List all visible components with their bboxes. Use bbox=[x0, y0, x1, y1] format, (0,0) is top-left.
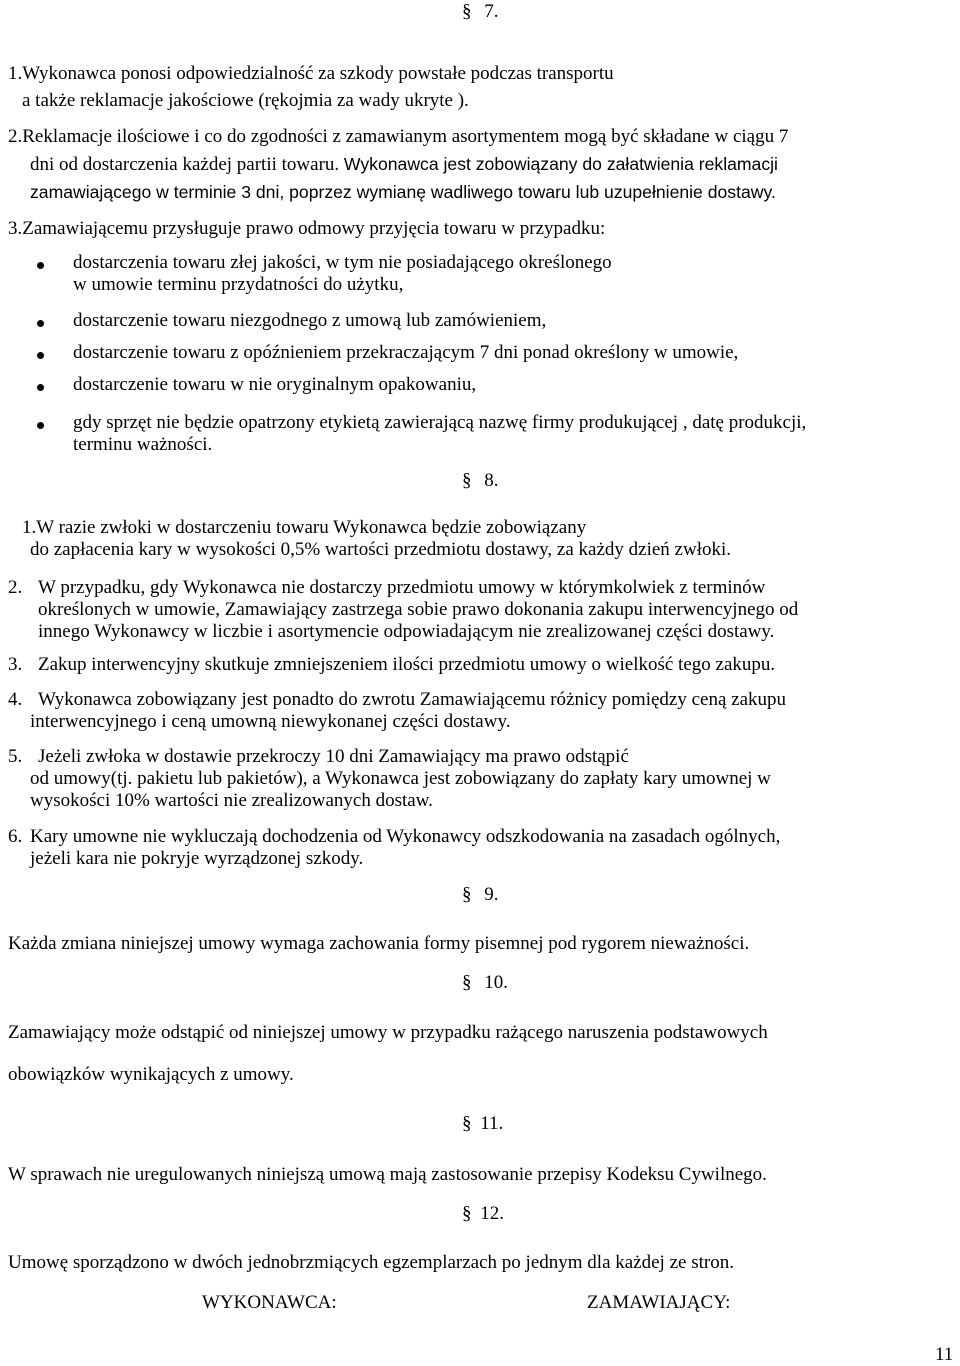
paragraph-9: Każda zmiana niniejszej umowy wymaga zachowania formy pisemnej pod rygorem nieważności. bbox=[8, 933, 750, 954]
paragraph-8-5-line-1: Jeżeli zwłoka w dostawie przekroczy 10 dni Zamawiający ma prawo odstąpić bbox=[38, 746, 629, 767]
paragraph-10-line-1: Zamawiający może odstąpić od niniejszej umowy w przypadku rażącego naruszenia podstawowych bbox=[8, 1022, 768, 1043]
paragraph-8-4-number: 4. bbox=[8, 689, 23, 710]
bullet-icon bbox=[37, 320, 44, 327]
section-sign: § bbox=[462, 1, 472, 22]
paragraph-7-2-line-2 bbox=[30, 153, 778, 176]
bullet-icon bbox=[37, 262, 44, 269]
list-item-3: dostarczenie towaru z opóźnieniem przekraczającym 7 dni ponad określony w umowie, bbox=[73, 342, 739, 363]
paragraph-7-2-line-3: zamawiającego w terminie 3 dni, poprzez wymianę wadliwego towaru lub uzupełnienie dostawy. bbox=[30, 182, 776, 202]
section-sign: § bbox=[462, 884, 472, 905]
bullet-icon bbox=[37, 384, 44, 391]
paragraph-11: W sprawach nie uregulowanych niniejszą umową mają zastosowanie przepisy Kodeksu Cywilnego. bbox=[8, 1164, 767, 1185]
paragraph-8-2-line-2: określonych w umowie, Zamawiający zastrzega sobie prawo dokonania zakupu interwencyjnego od bbox=[38, 599, 799, 620]
paragraph-8-6-line-1: Kary umowne nie wykluczają dochodzenia od Wykonawcy odszkodowania na zasadach ogólnych, bbox=[30, 826, 781, 847]
list-item-2: dostarczenie towaru niezgodnego z umową lub zamówieniem, bbox=[73, 310, 547, 331]
section-11-heading bbox=[462, 1113, 503, 1135]
section-number: 10. bbox=[484, 972, 508, 993]
section-sign: § bbox=[462, 972, 472, 993]
list-item-5-line-2: terminu ważności. bbox=[73, 434, 213, 455]
paragraph-7-2-line-2-serif: dni od dostarczenia każdej partii towaru. bbox=[30, 154, 340, 175]
section-number: 11. bbox=[480, 1113, 504, 1134]
section-sign: § bbox=[462, 1113, 472, 1134]
signature-label-client: ZAMAWIAJĄCY: bbox=[587, 1292, 731, 1313]
section-sign: § bbox=[462, 1203, 472, 1224]
bullet-icon bbox=[37, 352, 44, 359]
signature-label-contractor: WYKONAWCA: bbox=[202, 1292, 337, 1313]
section-9-heading bbox=[462, 884, 499, 906]
paragraph-7-3-lead: 3.Zamawiającemu przysługuje prawo odmowy przyjęcia towaru w przypadku: bbox=[8, 218, 606, 239]
paragraph-7-2-line-2-sans: Wykonawca jest zobowiązany do załatwienia reklamacji bbox=[343, 154, 778, 174]
paragraph-8-3-line-1: Zakup interwencyjny skutkuje zmniejszeniem ilości przedmiotu umowy o wielkość tego zakupu. bbox=[38, 654, 776, 675]
paragraph-8-2-line-1: W przypadku, gdy Wykonawca nie dostarczy przedmiotu umowy w którymkolwiek z terminów bbox=[38, 577, 766, 598]
paragraph-8-5-number: 5. bbox=[8, 746, 23, 767]
section-number: 9. bbox=[484, 884, 499, 905]
paragraph-8-5-line-3: wysokości 10% wartości nie zrealizowanych dostaw. bbox=[30, 790, 433, 811]
paragraph-8-5-line-2: od umowy(tj. pakietu lub pakietów), a Wykonawca jest zobowiązany do zapłaty kary umownej w bbox=[30, 768, 771, 789]
section-12-heading bbox=[462, 1203, 504, 1225]
paragraph-8-4-line-2: interwencyjnego i ceną umowną niewykonanej części dostawy. bbox=[30, 711, 511, 732]
paragraph-7-1-line-1: 1.Wykonawca ponosi odpowiedzialność za szkody powstałe podczas transportu bbox=[8, 63, 614, 84]
paragraph-8-3-number: 3. bbox=[8, 654, 23, 675]
list-item-1-line-1: dostarczenia towaru złej jakości, w tym nie posiadającego określonego bbox=[73, 252, 612, 273]
section-7-heading bbox=[462, 1, 499, 23]
section-8-heading bbox=[462, 470, 499, 492]
list-item-1-line-2: w umowie terminu przydatności do użytku, bbox=[73, 274, 404, 295]
paragraph-8-6-line-2: jeżeli kara nie pokryje wyrządzonej szkody. bbox=[30, 848, 364, 869]
section-number: 8. bbox=[484, 470, 499, 491]
paragraph-12: Umowę sporządzono w dwóch jednobrzmiących egzemplarzach po jednym dla każdej ze stron. bbox=[8, 1252, 734, 1273]
section-number: 7. bbox=[484, 1, 499, 22]
paragraph-8-1-line-2: do zapłacenia kary w wysokości 0,5% wartości przedmiotu dostawy, za każdy dzień zwłoki. bbox=[30, 539, 732, 560]
paragraph-8-2-line-3: innego Wykonawcy w liczbie i asortymencie odpowiadającym nie zrealizowanej części dostawy. bbox=[38, 621, 775, 642]
paragraph-10-line-2: obowiązków wynikających z umowy. bbox=[8, 1064, 294, 1085]
paragraph-8-6-number: 6. bbox=[8, 826, 23, 847]
paragraph-8-1-line-1: 1.W razie zwłoki w dostarczeniu towaru Wykonawca będzie zobowiązany bbox=[22, 517, 587, 538]
section-number: 12. bbox=[480, 1203, 504, 1224]
section-sign: § bbox=[462, 470, 472, 491]
list-item-4: dostarczenie towaru w nie oryginalnym opakowaniu, bbox=[73, 374, 477, 395]
bullet-icon bbox=[37, 422, 44, 429]
paragraph-7-2-line-1: 2.Reklamacje ilościowe i co do zgodności z zamawianym asortymentem mogą być składane w ciągu 7 bbox=[8, 126, 789, 147]
paragraph-8-2-number: 2. bbox=[8, 577, 23, 598]
paragraph-7-1-line-2: a także reklamacje jakościowe (rękojmia za wady ukryte ). bbox=[22, 90, 469, 111]
section-10-heading bbox=[462, 972, 508, 994]
list-item-5-line-1: gdy sprzęt nie będzie opatrzony etykietą zawierającą nazwę firmy produkującej , datę produkcji, bbox=[73, 412, 807, 433]
paragraph-8-4-line-1: Wykonawca zobowiązany jest ponadto do zwrotu Zamawiającemu różnicy pomiędzy ceną zakupu bbox=[38, 689, 787, 710]
page-number: 11 bbox=[935, 1344, 954, 1365]
